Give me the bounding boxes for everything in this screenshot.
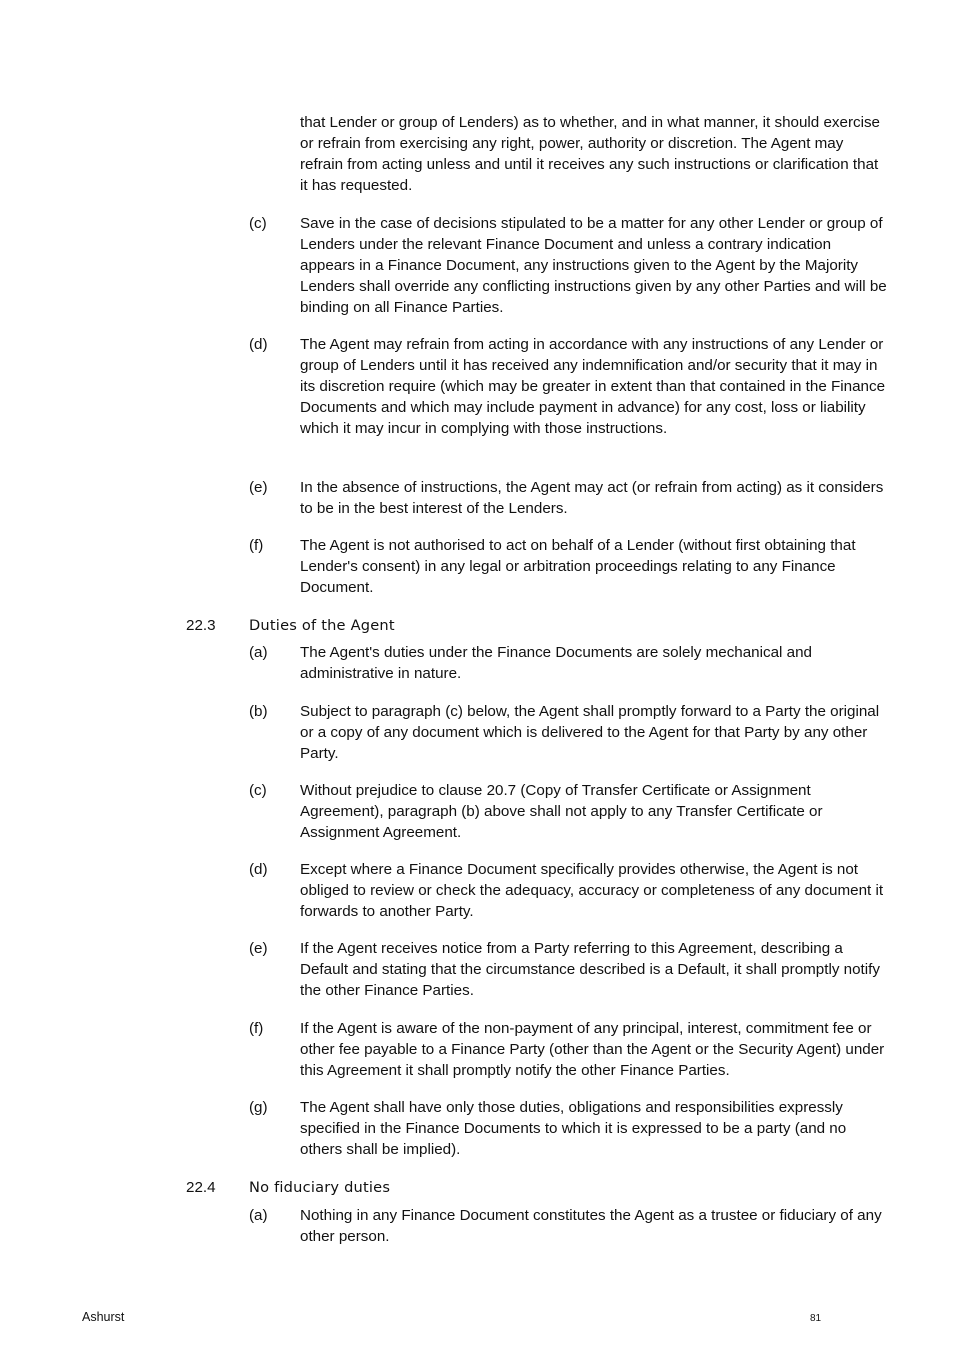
item-text-22-4-a: Nothing in any Finance Document constitutes the Agent as a trustee or fiduciary of any other person. [300, 1207, 882, 1245]
footer-page-number: 81 [810, 1313, 822, 1324]
item-text-22-2-e: In the absence of instructions, the Agent may act (or refrain from acting) as it considers to be in the best interest of the Lenders. [300, 479, 884, 517]
item-label-22-2-e: (e) [249, 479, 268, 496]
clause-title-22-4: No fiduciary duties [249, 1179, 391, 1196]
item-text-22-3-b: Subject to paragraph (c) below, the Agent shall promptly forward to a Party the original or a copy of any document which is delivered to the Agent for that Party by any other Party. [300, 703, 880, 762]
clause-number-22-3: 22.3 [186, 617, 216, 634]
item-label-22-3-c: (c) [249, 782, 267, 799]
clause-title-22-3: Duties of the Agent [249, 617, 395, 634]
item-label-22-3-g: (g) [249, 1099, 268, 1116]
item-label-22-3-d: (d) [249, 861, 268, 878]
item-text-22-3-g: The Agent shall have only those duties, obligations and responsibilities expressly specified in the Finance Documents to which it is expressed to be a party (and no others shall be implied). [300, 1099, 847, 1158]
item-text-22-3-a: The Agent's duties under the Finance Documents are solely mechanical and administrative in nature. [300, 644, 812, 682]
item-text-22-3-e: If the Agent receives notice from a Party referring to this Agreement, describing a Default and stating that the circumstance described is a Default, it shall promptly notify the other Finance Parties. [300, 940, 880, 999]
footer-firm-name: Ashurst [82, 1310, 125, 1324]
item-text-22-3-d: Except where a Finance Document specifically provides otherwise, the Agent is not obliged to review or check the adequacy, accuracy or completeness of any document it forwards to another Party. [300, 861, 884, 920]
item-label-22-3-f: (f) [249, 1020, 264, 1037]
item-text-22-3-f: If the Agent is aware of the non-payment of any principal, interest, commitment fee or other fee payable to a Finance Party (other than the Agent or the Security Agent) under this Agreement it shall promptly notify the other Finance Parties. [300, 1020, 885, 1079]
clause-number-22-4: 22.4 [186, 1179, 216, 1196]
item-text-22-2-f: The Agent is not authorised to act on behalf of a Lender (without first obtaining that Lender's consent) in any legal or arbitration proceedings relating to any Finance Document. [300, 537, 856, 596]
item-text-22-2-c: Save in the case of decisions stipulated to be a matter for any other Lender or group of Lenders under the relevant Finance Document and unless a contrary indication appears in a Finance Document, any instructions given to the Agent by the Majority Lenders shall override any conflicting instructions given by any other Parties and will be binding on all Finance Parties. [300, 215, 887, 316]
item-label-22-4-a: (a) [249, 1207, 268, 1224]
item-label-22-3-b: (b) [249, 703, 268, 720]
item-label-22-2-f: (f) [249, 537, 264, 554]
continuation-paragraph: that Lender or group of Lenders) as to whether, and in what manner, it should exercise or refrain from exercising any right, power, authority or discretion. The Agent may refrain from acting unless and until it receives any such instructions or clarification that it has requested. [300, 114, 881, 194]
item-label-22-3-e: (e) [249, 940, 268, 957]
item-label-22-2-d: (d) [249, 336, 268, 353]
item-text-22-2-d: The Agent may refrain from acting in accordance with any instructions of any Lender or group of Lenders until it has received any indemnification and/or security that it may in its discretion require (which may be greater in extent than that contained in the Finance Documents and which may include payment in advance) for any cost, loss or liability which it may incur in complying with those instructions. [300, 336, 886, 437]
item-text-22-3-c: Without prejudice to clause 20.7 (Copy of Transfer Certificate or Assignment Agreement), paragraph (b) above shall not apply to any Transfer Certificate or Assignment Agreement. [300, 782, 823, 841]
item-label-22-3-a: (a) [249, 644, 268, 661]
item-label-22-2-c: (c) [249, 215, 267, 232]
